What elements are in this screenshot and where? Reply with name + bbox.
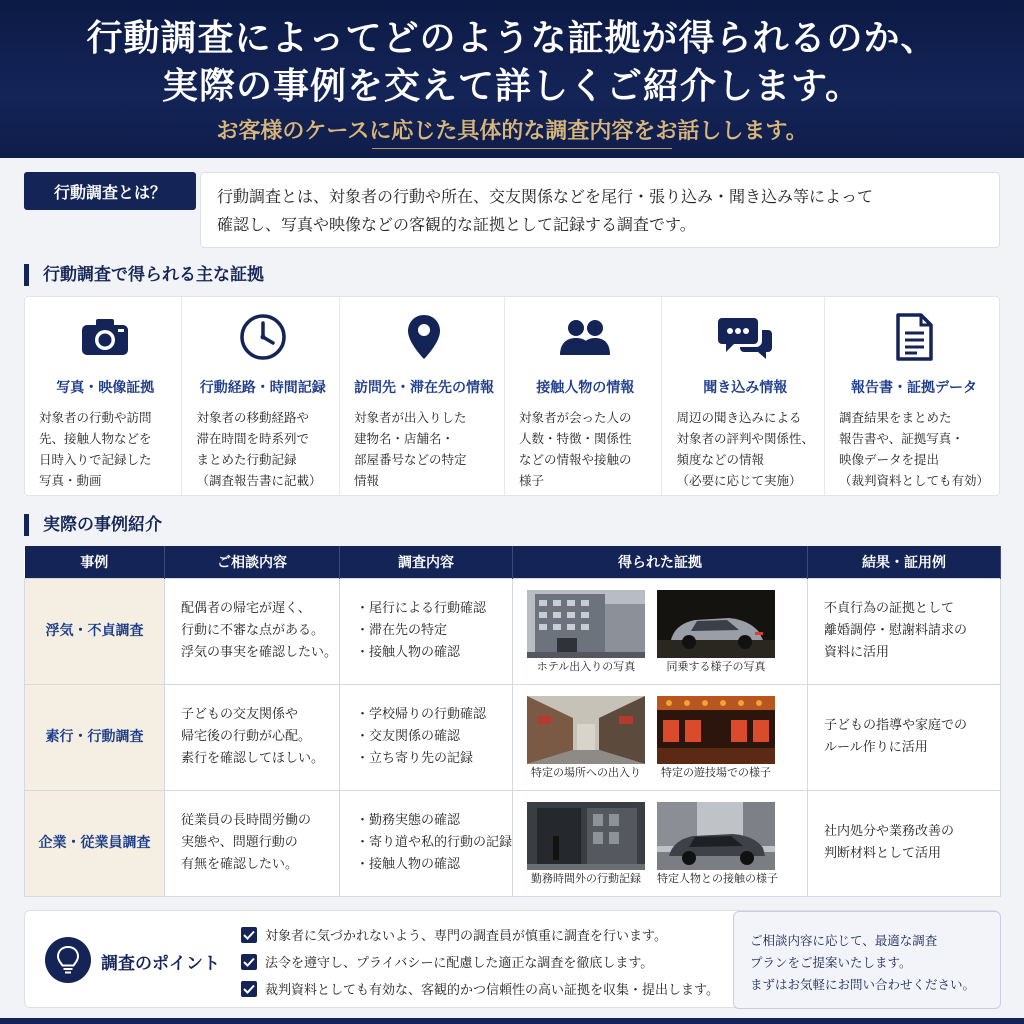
evidence-title: 行動経路・時間記録	[199, 380, 326, 396]
cell-line: ルール作りに活用	[824, 740, 928, 755]
photo-caption: 特定人物との接触の様子	[657, 872, 778, 885]
investigation-cell	[340, 790, 513, 896]
car-night-photo	[657, 590, 775, 658]
contact-cta[interactable]	[733, 911, 1001, 1009]
photo-caption: 同乗する様子の写真	[666, 660, 766, 673]
cell-line: 子どもの交友関係や	[181, 707, 299, 722]
evidence-photo	[527, 590, 645, 676]
points-title: 調査のポイント	[101, 954, 220, 974]
consult-cell	[165, 578, 340, 684]
desc-line: 情報	[353, 473, 379, 488]
cell-line: ・交友関係の確認	[356, 729, 461, 744]
evidence-photo	[657, 696, 775, 782]
people-icon	[519, 311, 651, 363]
cell-line: ・勤務実態の確認	[356, 813, 461, 828]
column-header: ご相談内容	[165, 546, 340, 578]
definition-block	[24, 172, 1000, 248]
evidence-photo	[657, 590, 775, 676]
definition-tag: 行動調査とは？	[24, 172, 196, 210]
case-category: 浮気・不貞調査	[25, 578, 165, 684]
evidence-card	[662, 297, 825, 495]
column-header: 調査内容	[340, 546, 513, 578]
hero-subtitle: お客様のケースに応じた具体的な調査内容をお話しします。	[216, 118, 808, 144]
cell-line: ・立ち寄り先の記録	[356, 751, 474, 766]
evidence-photos-cell	[513, 578, 808, 684]
cell-line: 素行を確認してほしい。	[181, 751, 325, 766]
evidence-title: 写真・映像証拠	[56, 380, 155, 396]
table-header-row	[25, 546, 1001, 578]
point-item	[241, 921, 719, 948]
evidence-photo	[527, 696, 645, 782]
desc-line: まとめた行動記録	[196, 452, 297, 467]
hero-title-line-1: 行動調査によってどのような証拠が得られるのか、	[86, 17, 938, 59]
evidence-title: 訪問先・滞在先の情報	[353, 380, 494, 396]
cell-line: ・学校帰りの行動確認	[356, 707, 487, 722]
checkbox-icon	[241, 954, 257, 970]
table-row	[25, 684, 1001, 790]
case-category: 企業・従業員調査	[25, 790, 165, 896]
point-text: 法令を遵守し、プライバシーに配慮した適正な調査を徹底します。	[265, 956, 654, 971]
result-cell	[808, 578, 1001, 684]
cases-heading: 実際の事例紹介	[24, 514, 162, 536]
result-cell	[808, 684, 1001, 790]
cta-line: ご相談内容に応じて、最適な調査	[750, 933, 938, 948]
clock-icon	[196, 311, 328, 363]
cell-line: 子どもの指導や家庭での	[824, 718, 968, 733]
cell-line: 行動に不審な点がある。	[181, 623, 325, 638]
cell-line: 浮気の事実を確認したい。	[181, 645, 338, 660]
column-header: 結果・証用例	[808, 546, 1001, 578]
cell-line: 社内処分や業務改善の	[824, 824, 955, 839]
evidence-card	[505, 297, 662, 495]
photo-caption: 勤務時間外の行動記録	[531, 872, 641, 885]
hotel-building-photo	[527, 590, 645, 658]
subtitle-underline	[372, 148, 672, 149]
chat-icon	[676, 311, 814, 363]
desc-line: 写真・動画	[39, 473, 102, 488]
office-entrance-photo	[527, 802, 645, 870]
checkbox-icon	[241, 927, 257, 943]
desc-line: 報告書や、証拠写真・	[838, 431, 964, 446]
cell-line: 配偶者の帰宅が遅く、	[181, 601, 311, 616]
point-text: 対象者に気づかれないよう、専門の調査員が慎重に調査を行います。	[265, 929, 667, 944]
desc-line: 映像データを提出	[838, 452, 939, 467]
cta-line: プランをご提案いたします。	[750, 955, 912, 970]
point-text: 裁判資料としても有効な、客観的かつ信頼性の高い証拠を収集・提出します。	[265, 983, 719, 998]
desc-line: 対象者の行動や訪問	[39, 410, 152, 425]
car-street-photo	[657, 802, 775, 870]
evidence-card	[182, 297, 339, 495]
evidence-desc	[519, 407, 651, 491]
bottom-bar	[0, 1018, 1024, 1024]
evidence-grid	[24, 296, 1000, 496]
evidence-photo	[657, 802, 778, 888]
cell-line: 離婚調停・慰謝料請求の	[824, 623, 968, 638]
desc-line: 調査結果をまとめた	[838, 410, 952, 425]
point-item	[241, 975, 719, 1002]
consult-cell	[165, 790, 340, 896]
desc-line: 周辺の聞き込みによる	[676, 410, 802, 425]
desc-line: 頻度などの情報	[676, 452, 764, 467]
desc-line: 滞在時間を時系列で	[196, 431, 309, 446]
evidence-title: 報告書・証拠データ	[850, 380, 977, 396]
cell-line: ・接触人物の確認	[356, 645, 461, 660]
cell-line: ・滞在先の特定	[356, 623, 448, 638]
cell-line: 帰宅後の行動が心配。	[181, 729, 312, 744]
evidence-title: 接触人物の情報	[536, 380, 635, 396]
desc-line: 部屋番号などの特定	[353, 452, 467, 467]
evidence-photos-cell	[513, 684, 808, 790]
cell-line: 有無を確認したい。	[181, 857, 299, 872]
desc-line: （必要に応じて実施）	[676, 473, 802, 488]
point-item	[241, 948, 719, 975]
street-photo	[527, 696, 645, 764]
definition-line: 行動調査とは、対象者の行動や所在、交友関係などを尾行・張り込み・聞き込み等によって	[217, 187, 874, 206]
arcade-photo	[657, 696, 775, 764]
location-pin-icon	[354, 311, 494, 363]
desc-line: 対象者が会った人の	[518, 410, 632, 425]
points-panel	[24, 910, 1000, 1008]
cell-line: 判断材料として活用	[824, 846, 942, 861]
evidence-photos-cell	[513, 790, 808, 896]
evidence-photo	[527, 802, 645, 888]
cell-line: ・尾行による行動確認	[356, 601, 487, 616]
cell-line: 実態や、問題行動の	[181, 835, 298, 850]
desc-line: などの情報や接触の	[518, 452, 632, 467]
consult-cell	[165, 684, 340, 790]
evidence-card	[825, 297, 999, 495]
points-list	[241, 921, 719, 1002]
cell-line: 不貞行為の証拠として	[824, 601, 955, 616]
evidence-desc	[354, 407, 494, 491]
cell-line: 従業員の長時間労働の	[181, 813, 312, 828]
investigation-cell	[340, 684, 513, 790]
result-cell	[808, 790, 1001, 896]
evidence-card	[25, 297, 182, 495]
desc-line: 先、接触人物などを	[39, 431, 152, 446]
photo-caption: 特定の場所への出入り	[531, 766, 641, 779]
desc-line: 人数・特徴・関係性	[518, 431, 632, 446]
evidence-card	[340, 297, 505, 495]
desc-line: 建物名・店舗名・	[353, 431, 454, 446]
lightbulb-icon	[45, 937, 91, 983]
definition-line: 確認し、写真や映像などの客観的な証拠として記録する調査です。	[217, 215, 696, 234]
case-category: 素行・行動調査	[25, 684, 165, 790]
desc-line: 日時入りで記録した	[39, 452, 152, 467]
evidence-heading: 行動調査で得られる主な証拠	[24, 264, 264, 286]
table-row	[25, 578, 1001, 684]
cta-line: まずはお気軽にお問い合わせください。	[750, 977, 976, 992]
evidence-desc	[676, 407, 814, 491]
column-header: 得られた証拠	[513, 546, 808, 578]
document-icon	[839, 311, 989, 363]
hero-banner	[0, 0, 1024, 158]
desc-line: （裁判資料としても有効）	[838, 473, 989, 488]
evidence-desc	[839, 407, 989, 491]
cell-line: 資料に活用	[824, 645, 890, 660]
photo-caption: ホテル出入りの写真	[536, 660, 636, 673]
photo-caption: 特定の遊技場での様子	[661, 766, 771, 779]
hero-title-line-2: 実際の事例を交えて詳しくご紹介します。	[161, 65, 863, 107]
cell-line: ・寄り道や私的行動の記録	[356, 835, 513, 850]
desc-line: 様子	[518, 473, 544, 488]
evidence-desc	[196, 407, 328, 491]
desc-line: （調査報告書に記載）	[196, 473, 322, 488]
cell-line: ・接触人物の確認	[356, 857, 461, 872]
desc-line: 対象者の評判や関係性、	[676, 431, 814, 446]
checkbox-icon	[241, 981, 257, 997]
table-row	[25, 790, 1001, 896]
investigation-cell	[340, 578, 513, 684]
evidence-desc	[39, 407, 171, 491]
evidence-title: 聞き込み情報	[703, 380, 788, 396]
desc-line: 対象者が出入りした	[353, 410, 467, 425]
definition-text	[200, 172, 1000, 248]
camera-icon	[39, 311, 171, 363]
column-header: 事例	[25, 546, 165, 578]
desc-line: 対象者の移動経路や	[196, 410, 309, 425]
cases-table	[24, 546, 1001, 897]
